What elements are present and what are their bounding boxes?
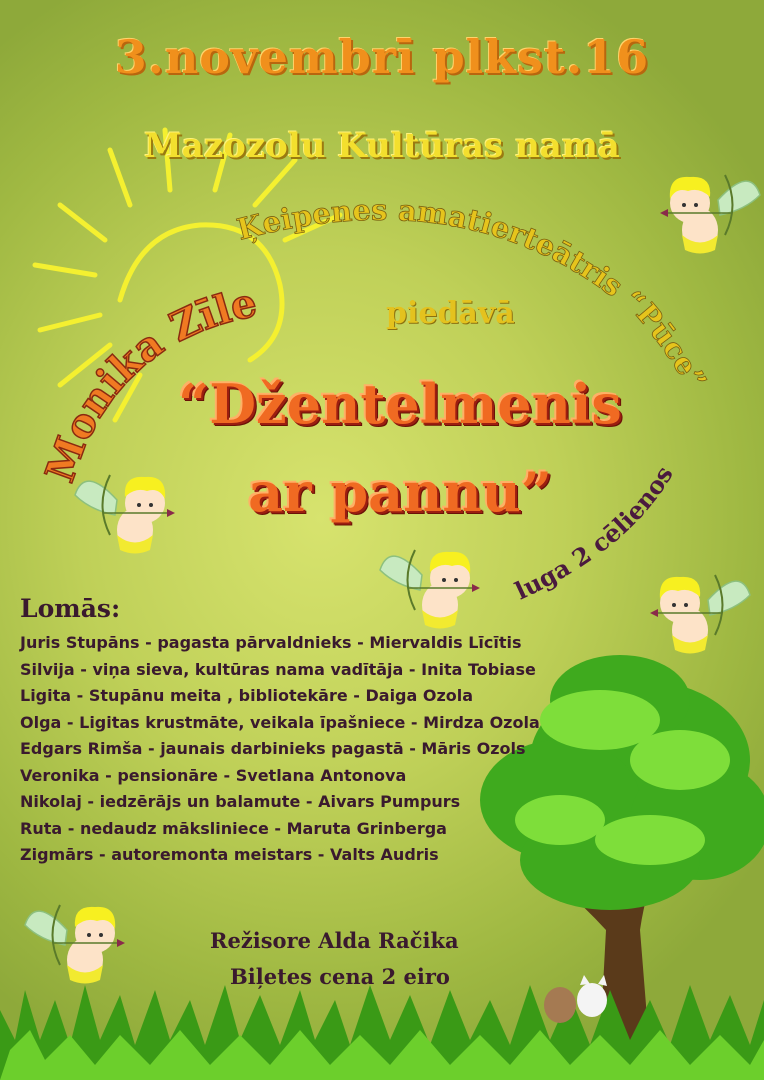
theatre-name: Ķeipenes amatierteātris “Pūce”: [233, 192, 714, 396]
roles-heading: Lomās:: [20, 594, 121, 623]
role-item: Silvija - viņa sieva, kultūras nama vadītāja - Inita Tobiase: [20, 659, 536, 679]
role-item: Nikolaj - iedzērājs un balamute - Aivars Pumpurs: [20, 792, 461, 811]
role-item: Veronika - pensionāre - Svetlana Antonova: [20, 765, 407, 785]
role-item: Olga - Ligitas krustmāte, veikala īpašniece - Mirdza Ozola: [20, 712, 540, 732]
roles-list: [20, 630, 540, 869]
director-credit: Režisore Alda Račika: [210, 928, 459, 953]
event-date-time: 3.novembrī plkst.16: [114, 30, 650, 84]
presents-label: piedāvā: [386, 296, 515, 331]
play-subtitle: luga 2 cēlienos: [510, 460, 679, 606]
role-item: Zigmārs - autoremonta meistars - Valts Audris: [20, 845, 439, 864]
event-venue: Mazozolu Kultūras namā: [144, 126, 620, 166]
role-item: Juris Stupāns - pagasta pārvaldnieks - Miervaldis Līcītis: [20, 633, 522, 652]
role-item: Edgars Rimša - jaunais darbinieks pagastā - Māris Ozols: [20, 739, 526, 758]
role-item: Ruta - nedaudz māksliniece - Maruta Grinberga: [20, 818, 447, 838]
play-title-line-2: ar pannu”: [248, 460, 552, 524]
play-title-line-1: “Džentelmenis: [178, 372, 622, 436]
role-item: Ligita - Stupānu meita , bibliotekāre - Daiga Ozola: [20, 686, 474, 705]
author-name: Monika Zīle: [36, 278, 261, 489]
ticket-price: Biļetes cena 2 eiro: [230, 964, 450, 989]
